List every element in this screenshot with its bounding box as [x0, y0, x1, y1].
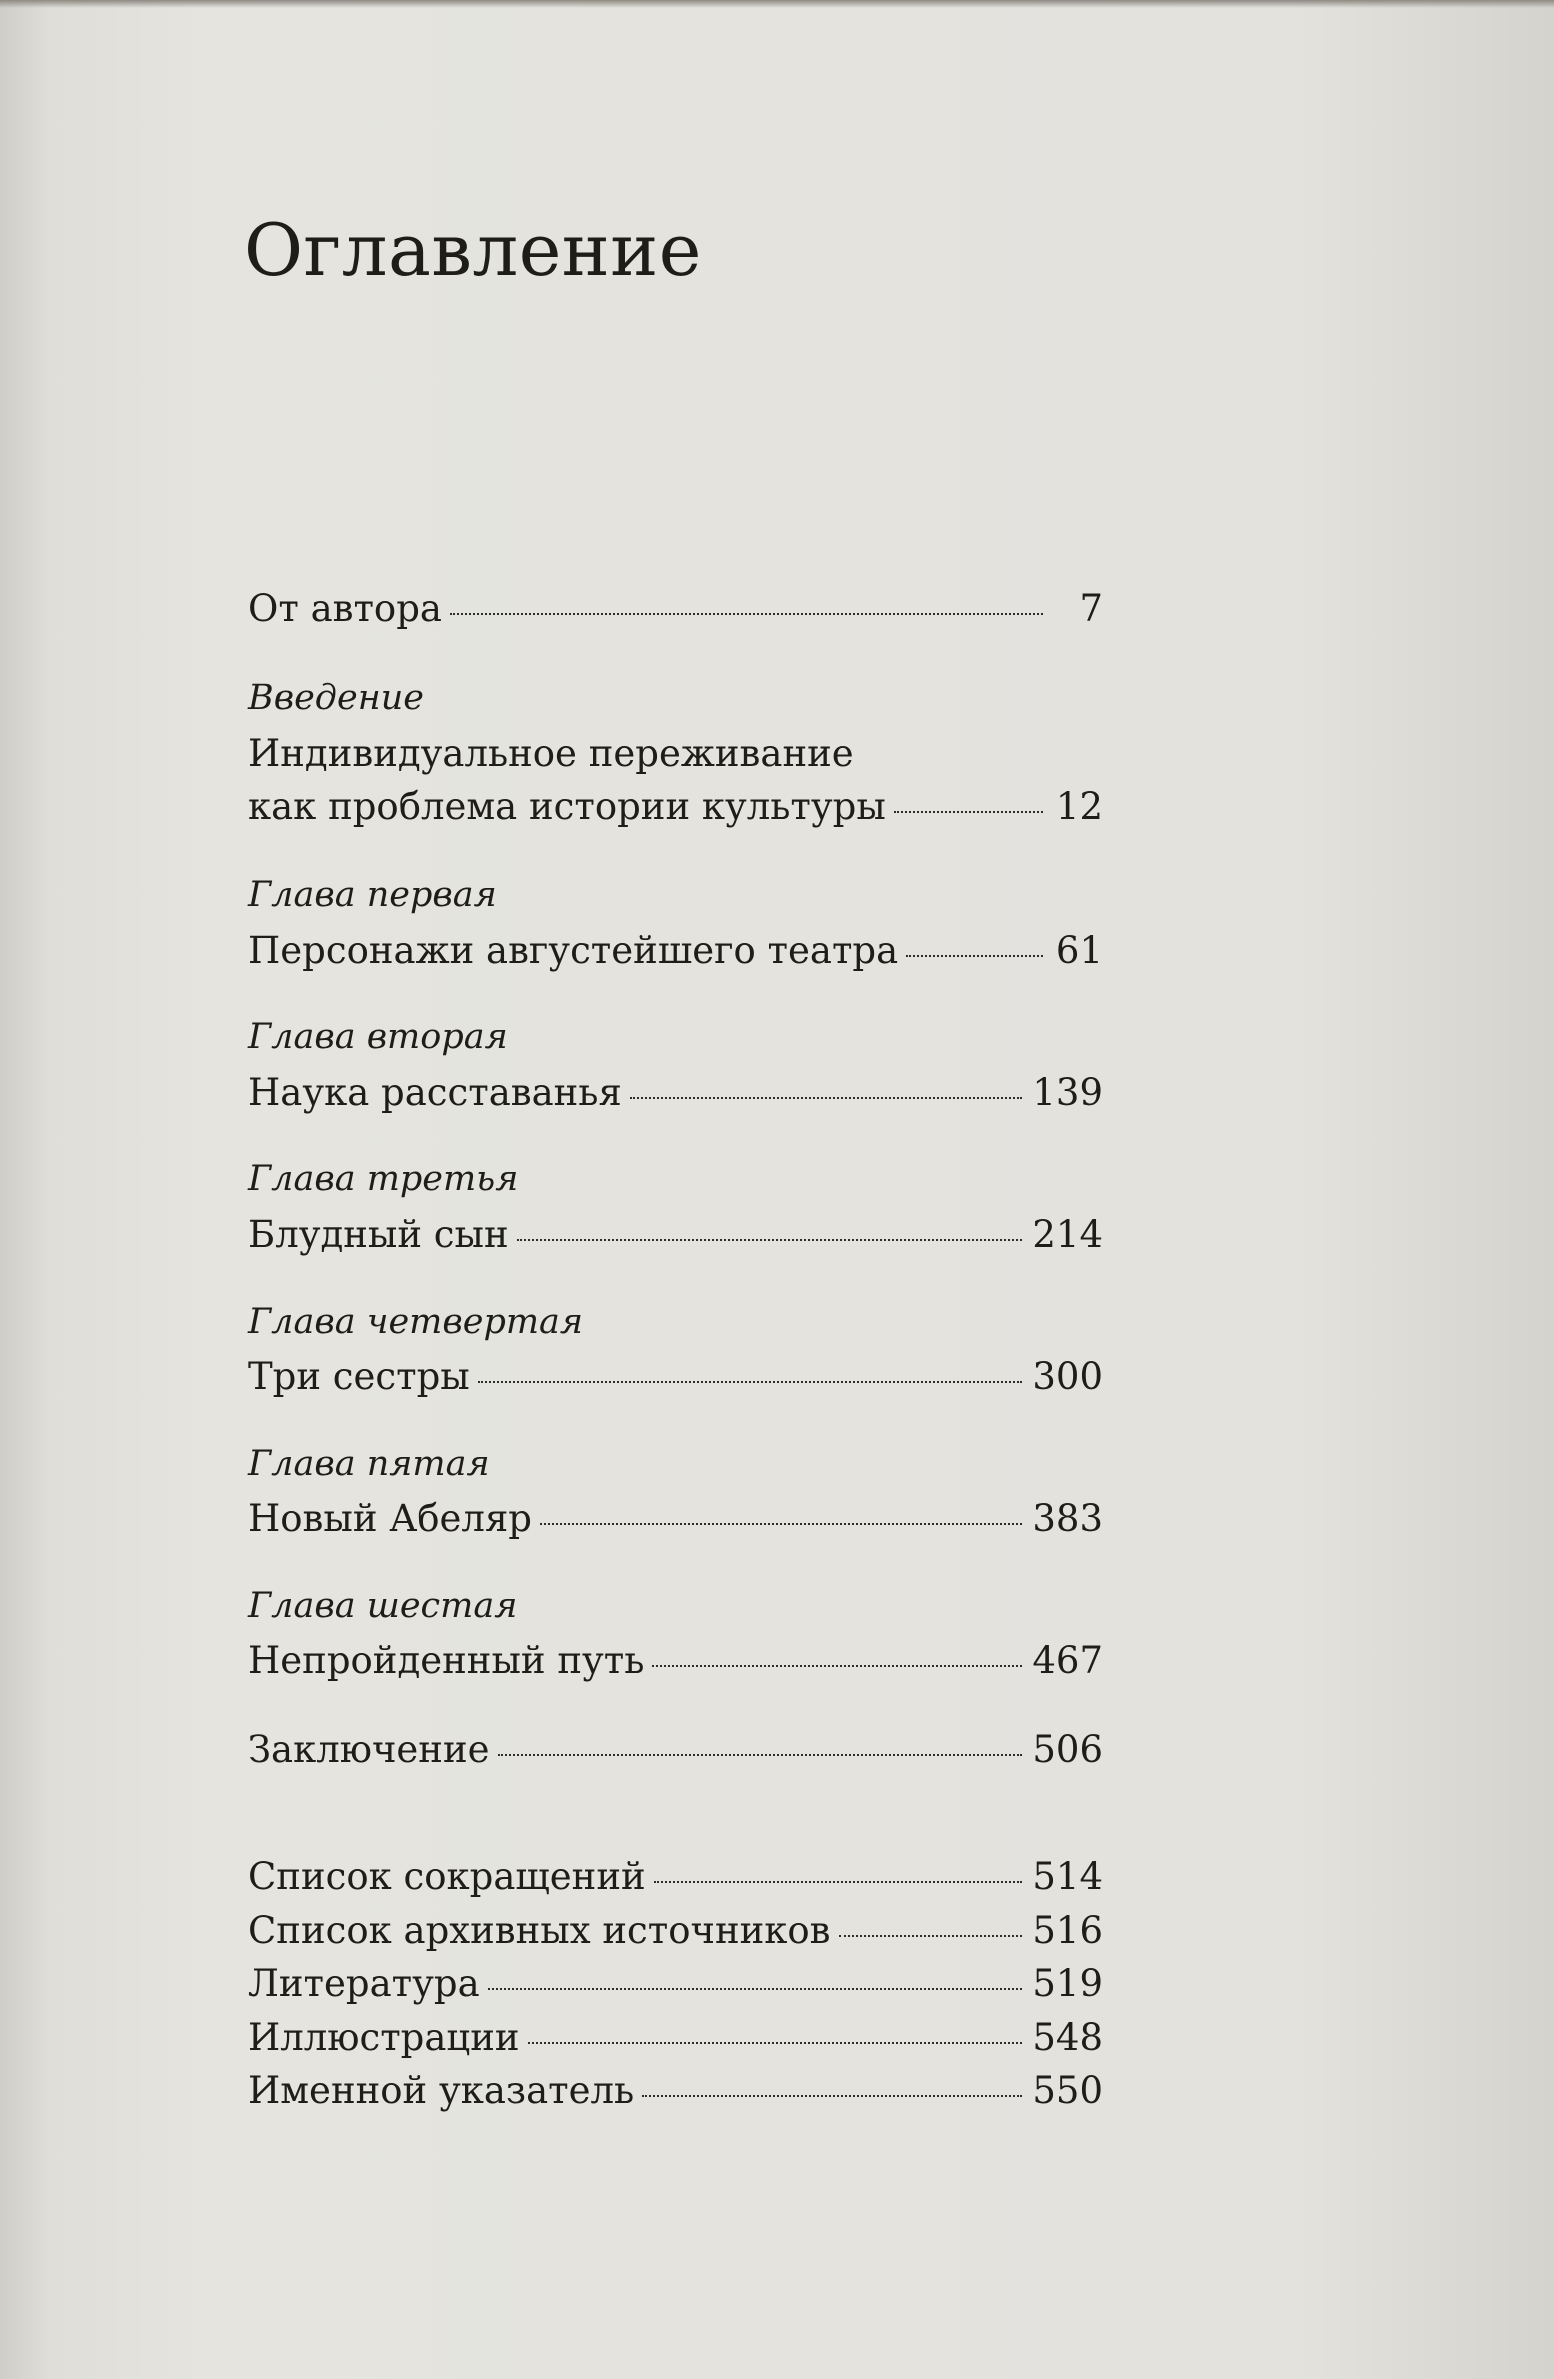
toc-entry-chapter-five: [248, 1497, 1103, 1540]
dot-leader: [540, 1523, 1022, 1525]
dot-leader: [528, 2042, 1023, 2044]
toc-entry-illustrations: [248, 2016, 1103, 2059]
toc-entry-introduction: [248, 785, 1103, 828]
toc-page-number: 12: [1055, 785, 1103, 828]
toc-page-number: 516: [1032, 1909, 1103, 1952]
dot-leader: [488, 1988, 1023, 1990]
toc-entry-title: От автора: [248, 587, 442, 630]
table-of-contents: [248, 0, 1103, 2379]
toc-entry-literature: [248, 1962, 1103, 2005]
chapter-label: Глава вторая: [248, 1017, 508, 1057]
toc-page-number: 506: [1032, 1728, 1103, 1771]
chapter-label: Глава шестая: [248, 1586, 518, 1626]
toc-entry-title: Индивидуальное переживание: [248, 732, 854, 775]
toc-page-number: 519: [1032, 1962, 1103, 2005]
toc-entry-chapter-four: [248, 1355, 1103, 1398]
toc-entry-title: Непройденный путь: [248, 1639, 645, 1682]
toc-entry-title: Список сокращений: [248, 1855, 646, 1898]
dot-leader: [894, 811, 1043, 813]
toc-entry-abbreviations: [248, 1855, 1103, 1898]
chapter-label: Глава пятая: [248, 1444, 490, 1484]
toc-page-number: 467: [1032, 1639, 1103, 1682]
toc-page-number: 300: [1032, 1355, 1103, 1398]
dot-leader: [630, 1097, 1023, 1099]
toc-entry-title: Новый Абеляр: [248, 1497, 532, 1540]
toc-entry-title: Литература: [248, 1962, 480, 2005]
chapter-label: Глава четвертая: [248, 1302, 584, 1342]
toc-page-number: 214: [1032, 1213, 1103, 1256]
toc-page-number: 548: [1032, 2016, 1103, 2059]
toc-entry-title: Именной указатель: [248, 2069, 635, 2112]
toc-entry-chapter-one: [248, 929, 1103, 972]
dot-leader: [642, 2095, 1022, 2097]
introduction-label: Введение: [248, 678, 425, 718]
toc-page-number: 61: [1055, 929, 1103, 972]
dot-leader: [498, 1754, 1023, 1756]
dot-leader: [906, 955, 1043, 957]
dot-leader: [450, 613, 1043, 615]
dot-leader: [839, 1935, 1023, 1937]
toc-entry-title: как проблема истории культуры: [248, 785, 886, 828]
toc-entry-archive-sources: [248, 1909, 1103, 1952]
dot-leader: [654, 1881, 1023, 1883]
toc-entry-title: Персонажи августейшего театра: [248, 929, 899, 972]
introduction-title-line: [248, 732, 1103, 775]
toc-page-number: 7: [1079, 587, 1103, 630]
toc-entry-chapter-three: [248, 1213, 1103, 1256]
toc-entry-conclusion: [248, 1728, 1103, 1771]
toc-entry-chapter-two: [248, 1071, 1103, 1114]
toc-entry-title: Три сестры: [248, 1355, 470, 1398]
dot-leader: [652, 1665, 1022, 1667]
toc-entry-from-author: [248, 587, 1103, 630]
toc-entry-name-index: [248, 2069, 1103, 2112]
toc-entry-title: Список архивных источников: [248, 1909, 831, 1952]
toc-entry-title: Блудный сын: [248, 1213, 509, 1256]
toc-entry-title: Иллюстрации: [248, 2016, 520, 2059]
toc-page-number: 139: [1032, 1071, 1103, 1114]
page-title: Оглавление: [244, 208, 702, 292]
chapter-label: Глава первая: [248, 875, 497, 915]
dot-leader: [478, 1381, 1023, 1383]
toc-page-number: 550: [1032, 2069, 1103, 2112]
toc-entry-title: Наука расставанья: [248, 1071, 622, 1114]
toc-entry-title: Заключение: [248, 1728, 490, 1771]
toc-page-number: 383: [1032, 1497, 1103, 1540]
chapter-label: Глава третья: [248, 1159, 519, 1199]
toc-entry-chapter-six: [248, 1639, 1103, 1682]
toc-page-number: 514: [1032, 1855, 1103, 1898]
dot-leader: [517, 1239, 1023, 1241]
